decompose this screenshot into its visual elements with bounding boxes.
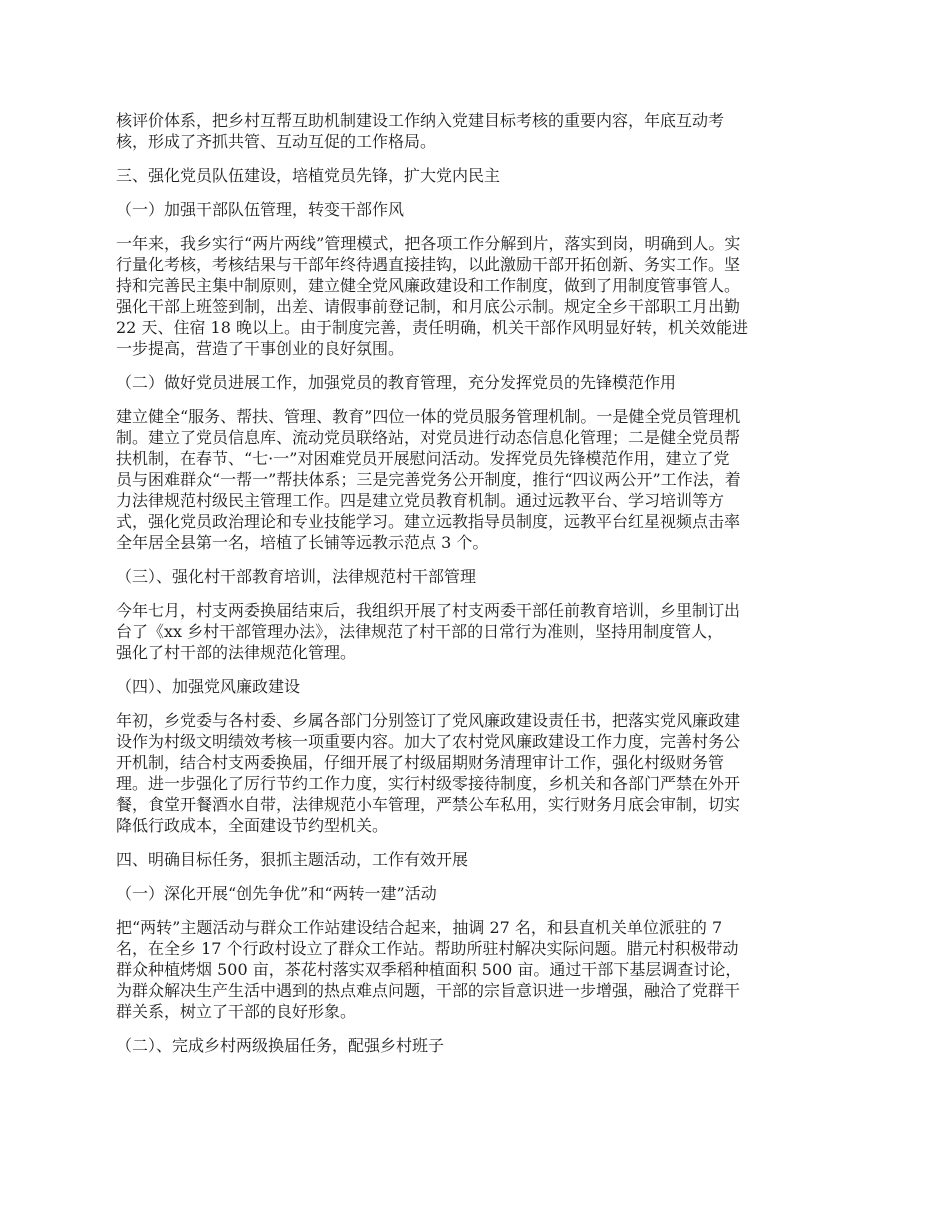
body-paragraph bbox=[116, 406, 836, 553]
text-line: （三）、强化村干部教育培训，法律规范村干部管理 bbox=[116, 567, 477, 586]
text-line: 群关系，树立了干部的良好形象。 bbox=[116, 1002, 357, 1021]
text-line: 强化了村干部的法律规范化管理。 bbox=[116, 643, 357, 662]
body-paragraph bbox=[116, 917, 836, 1022]
text-line: （二）做好党员进展工作，加强党员的教育管理，充分发挥党员的先锋模范作用 bbox=[116, 373, 677, 392]
text-line: （四）、加强党风廉政建设 bbox=[116, 677, 301, 696]
text-line: 降低行政成本，全面建设节约型机关。 bbox=[116, 816, 389, 835]
text-line: 力法律规范村级民主管理工作。四是建立党员教育机制。通过远教平台、学习培训等方 bbox=[116, 491, 725, 510]
text-line: 行量化考核，考核结果与干部年终待遇直接挂钩，以此激励干部开拓创新、务实工作。坚 bbox=[116, 255, 741, 274]
section-heading bbox=[116, 199, 836, 220]
section-heading bbox=[116, 566, 836, 587]
body-paragraph bbox=[116, 710, 836, 836]
text-line: 持和完善民主集中制原则，建立健全党风廉政建设和工作制度，做到了用制度管事管人。 bbox=[116, 276, 741, 295]
text-line: 把“两转”主题活动与群众工作站建设结合起来，抽调 27 名，和县直机关单位派驻的 7 bbox=[116, 918, 723, 937]
text-line: 核，形成了齐抓共管、互动互促的工作格局。 bbox=[116, 132, 437, 151]
body-paragraph bbox=[116, 110, 836, 152]
body-paragraph bbox=[116, 233, 836, 359]
text-line: 22 天、住宿 18 晚以上。由于制度完善，责任明确，机关干部作风明显好转，机关效能进 bbox=[116, 318, 748, 337]
text-line: 理。进一步强化了厉行节约工作力度，实行村级零接待制度，乡机关和各部门严禁在外开 bbox=[116, 774, 741, 793]
text-line: 建立健全“服务、帮扶、管理、教育”四位一体的党员服务管理机制。一是健全党员管理机 bbox=[116, 407, 741, 426]
body-paragraph bbox=[116, 600, 836, 663]
text-line: （一）加强干部队伍管理，转变干部作风 bbox=[116, 200, 405, 219]
section-heading bbox=[116, 372, 836, 393]
text-line: 强化干部上班签到制，出差、请假事前登记制，和月底公示制。规定全乡干部职工月出勤 bbox=[116, 297, 741, 316]
section-heading bbox=[116, 1035, 836, 1056]
text-line: 餐，食堂开餐酒水自带，法律规范小车管理，严禁公车私用，实行财务月底会审制，切实 bbox=[116, 795, 741, 814]
document-page bbox=[116, 110, 836, 1069]
text-line: 开机制，结合村支两委换届，仔细开展了村级届期财务清理审计工作，强化村级财务管 bbox=[116, 753, 725, 772]
section-heading bbox=[116, 165, 836, 186]
text-line: 设作为村级文明绩效考核一项重要内容。加大了农村党风廉政建设工作力度，完善村务公 bbox=[116, 732, 741, 751]
text-line: 年初，乡党委与各村委、乡属各部门分别签订了党风廉政建设责任书，把落实党风廉政建 bbox=[116, 711, 741, 730]
section-heading bbox=[116, 883, 836, 904]
text-line: 核评价体系，把乡村互帮互助机制建设工作纳入党建目标考核的重要内容，年底互动考 bbox=[116, 111, 725, 130]
text-line: 群众种植烤烟 500 亩，茶花村落实双季稻种植面积 500 亩。通过干部下基层调查讨论， bbox=[116, 960, 742, 979]
text-line: 名，在全乡 17 个行政村设立了群众工作站。帮助所驻村解决实际问题。腊元村积极带动 bbox=[116, 939, 739, 958]
text-line: 一年来，我乡实行“两片两线”管理模式，把各项工作分解到片，落实到岗，明确到人。实 bbox=[116, 234, 741, 253]
text-line: （一）深化开展“创先争优”和“两转一建”活动 bbox=[116, 884, 437, 903]
section-heading bbox=[116, 676, 836, 697]
text-line: 一步提高，营造了干事创业的良好氛围。 bbox=[116, 339, 405, 358]
section-heading bbox=[116, 849, 836, 870]
text-line: 为群众解决生产生活中遇到的热点难点问题，干部的宗旨意识进一步增强，融洽了党群干 bbox=[116, 981, 741, 1000]
text-line: 全年居全县第一名，培植了长铺等远教示范点 3 个。 bbox=[116, 533, 489, 552]
text-line: 四、明确目标任务，狠抓主题活动，工作有效开展 bbox=[116, 850, 469, 869]
text-line: （二）、完成乡村两级换届任务，配强乡村班子 bbox=[116, 1036, 445, 1055]
text-line: 台了《xx 乡村干部管理办法》，法律规范了村干部的日常行为准则，坚持用制度管人， bbox=[116, 622, 724, 641]
text-line: 制。建立了党员信息库、流动党员联络站，对党员进行动态信息化管理；二是健全党员帮 bbox=[116, 428, 741, 447]
text-line: 今年七月，村支两委换届结束后，我组织开展了村支两委干部任前教育培训，乡里制订出 bbox=[116, 601, 741, 620]
text-line: 扶机制，在春节、“七·一”对困难党员开展慰问活动。发挥党员先锋模范作用，建立了党 bbox=[116, 449, 730, 468]
text-line: 式，强化党员政治理论和专业技能学习。建立远教指导员制度，远教平台红星视频点击率 bbox=[116, 512, 741, 531]
text-line: 员与困难群众“一帮一”帮扶体系；三是完善党务公开制度，推行“四议两公开”工作法，着 bbox=[116, 470, 741, 489]
text-line: 三、强化党员队伍建设，培植党员先锋，扩大党内民主 bbox=[116, 166, 501, 185]
